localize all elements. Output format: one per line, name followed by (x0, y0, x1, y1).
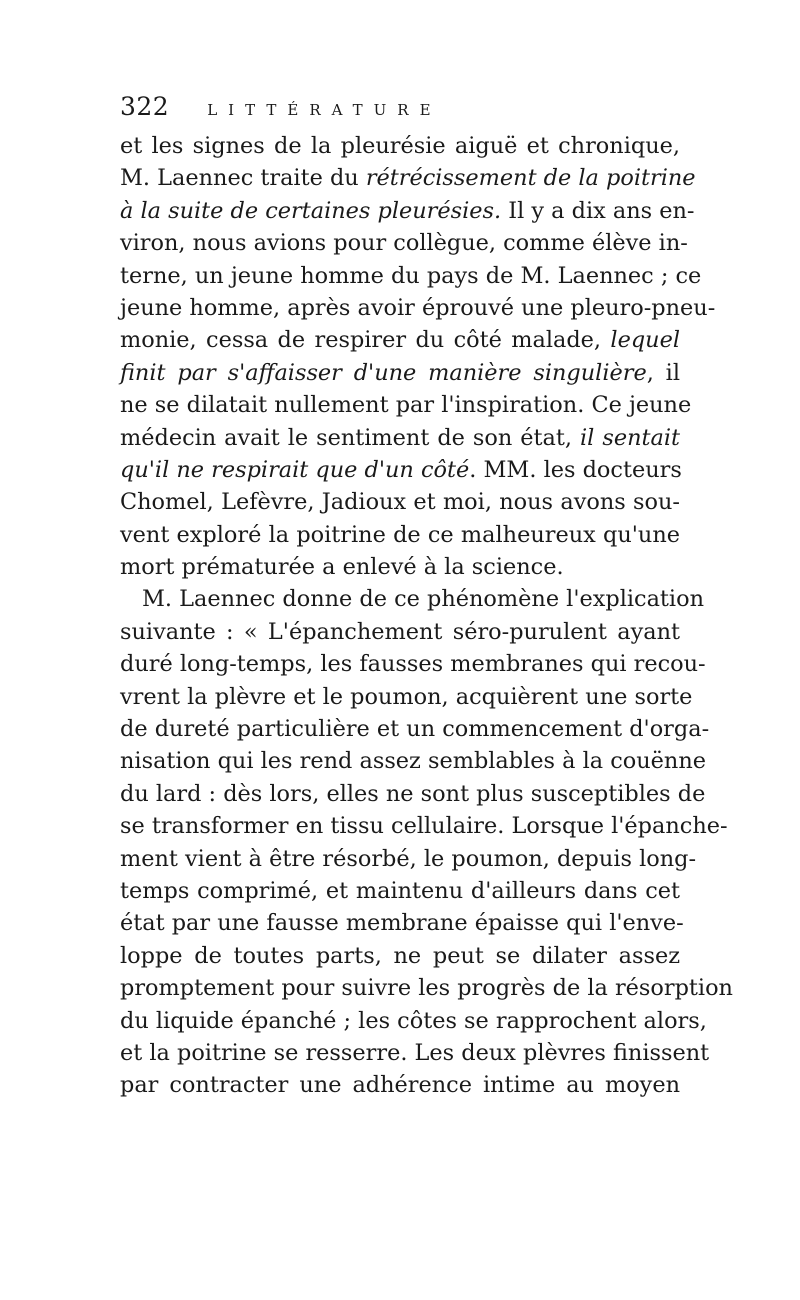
text-run: terne, un jeune homme du pays de M. Laennec ; ce (120, 262, 702, 289)
text-line (120, 195, 695, 227)
text-run: M. Laennec donne de ce phénomène l'explication (142, 586, 704, 613)
text-run: médecin avait le sentiment de son état, (120, 424, 581, 451)
text-run: duré long-temps, les fausses membranes qui recou- (120, 651, 706, 678)
text-line (120, 940, 680, 972)
text-line (120, 389, 692, 421)
text-run: vent exploré la poitrine de ce malheureux qu'une (120, 521, 680, 548)
text-line (120, 648, 706, 680)
text-run: se transformer en tissu cellulaire. Lorsque l'épanche- (120, 813, 728, 840)
italic-text: à la suite de certaines pleurésies. (120, 197, 502, 224)
text-run: nisation qui les rend assez semblables à la couënne (120, 748, 707, 775)
book-page (120, 92, 733, 1102)
text-line (120, 162, 696, 194)
italic-text: qu'il ne respirait que d'un côté (120, 456, 470, 483)
text-line (120, 551, 680, 583)
page-header (120, 92, 680, 126)
text-run: loppe de toutes parts, ne peut se dilater assez (120, 942, 680, 969)
text-run: monie, cessa de respirer du côté malade, (120, 327, 611, 354)
italic-text: rétrécissement de la poitrine (365, 165, 696, 192)
text-run: ne se dilatait nullement par l'inspiration. Ce jeune (120, 392, 692, 419)
text-line (120, 486, 680, 518)
text-line (120, 1037, 710, 1069)
text-line (120, 227, 688, 259)
text-line (120, 519, 680, 551)
text-line (120, 292, 716, 324)
text-run: par contracter une adhérence intime au moyen (120, 1072, 680, 1099)
text-line (120, 583, 704, 615)
text-run: suivante : « L'épanchement séro-purulent ayant (120, 618, 680, 645)
text-run: , il (646, 359, 680, 386)
text-line (120, 745, 707, 777)
text-line (120, 357, 680, 389)
text-line (120, 130, 680, 162)
text-run: . MM. les docteurs (469, 456, 682, 483)
text-line (120, 713, 710, 745)
text-line (120, 778, 706, 810)
text-line (120, 810, 728, 842)
text-run: M. Laennec traite du (120, 165, 366, 192)
text-run: viron, nous avions pour collègue, comme élève in- (120, 230, 688, 257)
text-run: ment vient à être résorbé, le poumon, depuis long- (120, 845, 697, 872)
text-line (120, 907, 684, 939)
body-text (120, 130, 733, 1102)
running-title: LITTÉRATURE (207, 101, 442, 119)
text-run: du liquide épanché ; les côtes se rapprochent alors, (120, 1007, 707, 1034)
italic-text: lequel (610, 327, 680, 354)
text-line (120, 422, 680, 454)
italic-text: il sentait (580, 424, 681, 451)
text-run: état par une fausse membrane épaisse qui l'enve- (120, 910, 684, 937)
text-run: mort prématurée a enlevé à la science. (120, 554, 564, 581)
text-run: et les signes de la pleurésie aiguë et chronique, (120, 133, 680, 159)
text-run: vrent la plèvre et le poumon, acquièrent une sorte (120, 683, 693, 710)
text-run: Chomel, Lefèvre, Jadioux et moi, nous avons sou- (120, 489, 680, 516)
text-run: jeune homme, après avoir éprouvé une pleuro-pneu- (120, 294, 716, 321)
text-line (120, 875, 680, 907)
text-line (120, 616, 680, 648)
text-line (120, 843, 697, 875)
text-run: du lard : dès lors, elles ne sont plus susceptibles de (120, 780, 706, 807)
page-number: 322 (120, 92, 170, 121)
text-run: de dureté particulière et un commencement d'orga- (120, 716, 710, 743)
text-line (120, 260, 702, 292)
text-run: Il y a dix ans en- (501, 197, 695, 224)
text-line (120, 1069, 680, 1101)
text-run: et la poitrine se resserre. Les deux plèvres finissent (120, 1039, 710, 1066)
text-line (120, 324, 680, 356)
text-run: promptement pour suivre les progrès de la résorption (120, 975, 733, 1002)
text-line (120, 681, 693, 713)
text-line (120, 1005, 707, 1037)
text-run: temps comprimé, et maintenu d'ailleurs dans cet (120, 877, 680, 904)
text-line (120, 454, 680, 486)
italic-text: finit par s'affaisser d'une manière singulière (120, 359, 647, 386)
text-line (120, 972, 733, 1004)
